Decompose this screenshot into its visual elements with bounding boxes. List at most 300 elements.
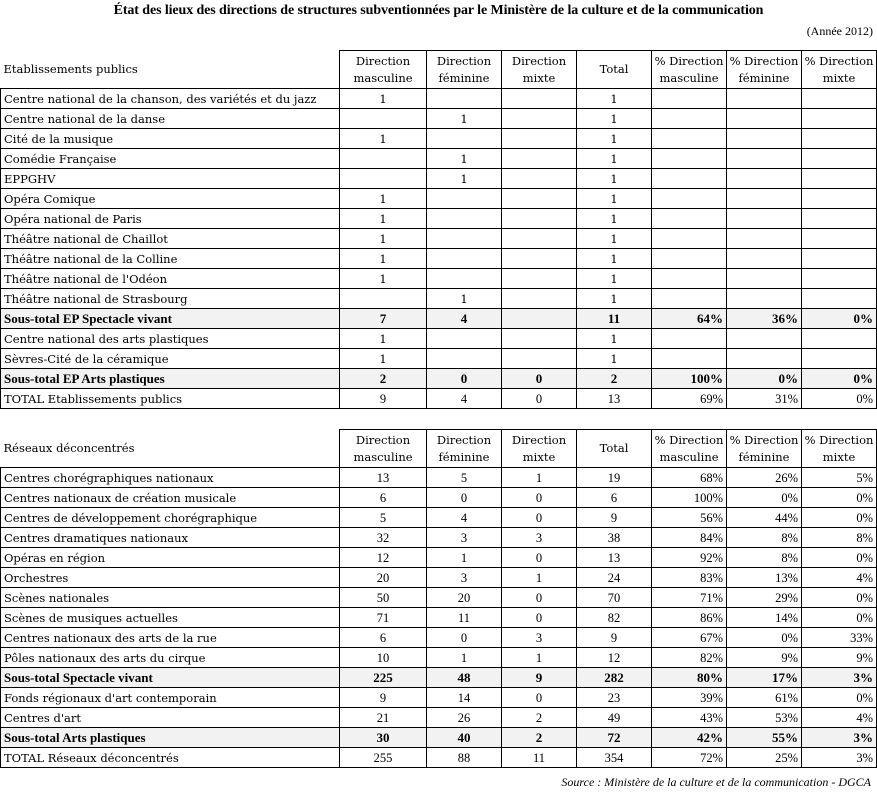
cell-total: 1: [577, 189, 652, 209]
cell-pct-mixte: 0%: [802, 508, 877, 528]
cell-total: 1: [577, 349, 652, 369]
cell-total: 9: [577, 508, 652, 528]
table-row: [1, 508, 877, 528]
column-header-line: mixte: [822, 70, 856, 85]
cell-direction-masculine: 13: [340, 468, 427, 488]
table-row: [1, 229, 877, 249]
cell-pct-feminine: [727, 129, 802, 149]
cell-direction-masculine: 1: [340, 249, 427, 269]
row-label: Théâtre national de Chaillot: [1, 229, 340, 249]
column-header-line: Direction: [436, 53, 492, 68]
cell-total: 11: [577, 309, 652, 329]
row-label: Sous-total EP Spectacle vivant: [1, 309, 340, 329]
cell-direction-mixte: 9: [502, 668, 577, 688]
table-row: [1, 149, 877, 169]
column-header-total: [577, 430, 652, 468]
row-label: Sous-total EP Arts plastiques: [1, 369, 340, 389]
cell-direction-masculine: 9: [340, 389, 427, 409]
table-row: [1, 329, 877, 349]
cell-pct-feminine: [727, 349, 802, 369]
row-label: Centre national de la danse: [1, 109, 340, 129]
cell-pct-mixte: [802, 349, 877, 369]
subtotal-row: [1, 369, 877, 389]
cell-pct-masculine: 100%: [652, 369, 727, 389]
cell-pct-masculine: 84%: [652, 528, 727, 548]
cell-direction-mixte: [502, 289, 577, 309]
row-label: Théâtre national de Strasbourg: [1, 289, 340, 309]
column-header-line: Total: [599, 441, 629, 455]
cell-pct-masculine: [652, 289, 727, 309]
cell-pct-mixte: 0%: [802, 369, 877, 389]
cell-pct-feminine: 31%: [727, 389, 802, 409]
cell-direction-feminine: [427, 89, 502, 109]
cell-direction-feminine: 3: [427, 568, 502, 588]
cell-total: 38: [577, 528, 652, 548]
cell-total: 49: [577, 708, 652, 728]
cell-direction-mixte: 0: [502, 508, 577, 528]
cell-direction-masculine: 7: [340, 309, 427, 329]
column-header-line: Direction: [511, 53, 567, 68]
cell-pct-mixte: 0%: [802, 309, 877, 329]
table-row: [1, 588, 877, 608]
cell-direction-masculine: 12: [340, 548, 427, 568]
cell-total: 72: [577, 728, 652, 748]
table-row: [1, 528, 877, 548]
cell-pct-masculine: 92%: [652, 548, 727, 568]
cell-direction-feminine: [427, 269, 502, 289]
cell-pct-mixte: [802, 129, 877, 149]
document-title: État des lieux des directions de structures subventionnées par le Ministère de la culture et de la communication: [113, 3, 764, 18]
row-label: Pôles nationaux des arts du cirque: [1, 648, 340, 668]
table-row: [1, 169, 877, 189]
table-reseaux-deconcentres: [0, 429, 877, 768]
cell-direction-mixte: [502, 329, 577, 349]
cell-direction-masculine: 5: [340, 508, 427, 528]
header-row: [1, 430, 877, 468]
row-label: Scènes nationales: [1, 588, 340, 608]
cell-direction-mixte: [502, 229, 577, 249]
column-header-pct-masculine: [652, 51, 727, 89]
cell-pct-masculine: 67%: [652, 628, 727, 648]
cell-direction-masculine: 20: [340, 568, 427, 588]
source-note: Source : Ministère de la culture et de la communication - DGCA: [561, 775, 871, 789]
cell-direction-mixte: 2: [502, 728, 577, 748]
row-label: Sous-total Spectacle vivant: [1, 668, 340, 688]
table-heading: Etablissements publics: [1, 51, 340, 89]
column-header-direction-feminine: [427, 51, 502, 89]
column-header-line: % Direction: [729, 53, 799, 68]
column-header-total: [577, 51, 652, 89]
cell-direction-feminine: 1: [427, 109, 502, 129]
column-header-line: Direction: [436, 432, 492, 447]
table-row: [1, 189, 877, 209]
cell-pct-masculine: 39%: [652, 688, 727, 708]
row-label: Centre national des arts plastiques: [1, 329, 340, 349]
cell-total: 1: [577, 289, 652, 309]
cell-pct-feminine: [727, 329, 802, 349]
table-row: [1, 468, 877, 488]
column-header-line: Direction: [355, 432, 411, 447]
cell-pct-masculine: 71%: [652, 588, 727, 608]
cell-pct-feminine: [727, 149, 802, 169]
cell-pct-masculine: [652, 209, 727, 229]
cell-pct-masculine: 86%: [652, 608, 727, 628]
table-row: [1, 109, 877, 129]
cell-total: 1: [577, 209, 652, 229]
column-header-line: féminine: [438, 70, 490, 85]
cell-pct-feminine: 14%: [727, 608, 802, 628]
cell-direction-feminine: 0: [427, 369, 502, 389]
cell-pct-feminine: 0%: [727, 369, 802, 389]
row-label: Centres de développement chorégraphique: [1, 508, 340, 528]
table-row: [1, 289, 877, 309]
header-row: [1, 51, 877, 89]
column-header-line: % Direction: [729, 432, 799, 447]
cell-direction-mixte: 11: [502, 748, 577, 768]
subtotal-row: [1, 668, 877, 688]
table-row: [1, 568, 877, 588]
column-header-pct-masculine: [652, 430, 727, 468]
cell-direction-feminine: 0: [427, 488, 502, 508]
row-label: Centres nationaux de création musicale: [1, 488, 340, 508]
column-header-line: % Direction: [654, 432, 724, 447]
column-header-line: Total: [599, 62, 629, 76]
cell-pct-masculine: [652, 189, 727, 209]
cell-pct-feminine: 53%: [727, 708, 802, 728]
cell-pct-feminine: 17%: [727, 668, 802, 688]
cell-pct-masculine: [652, 89, 727, 109]
cell-pct-masculine: 56%: [652, 508, 727, 528]
cell-direction-masculine: 32: [340, 528, 427, 548]
row-label: Centres chorégraphiques nationaux: [1, 468, 340, 488]
column-header-line: % Direction: [804, 53, 874, 68]
cell-pct-mixte: [802, 109, 877, 129]
cell-pct-masculine: [652, 249, 727, 269]
cell-pct-mixte: 0%: [802, 389, 877, 409]
row-label: Sèvres-Cité de la céramique: [1, 349, 340, 369]
row-label: TOTAL Réseaux déconcentrés: [1, 748, 340, 768]
cell-pct-masculine: [652, 169, 727, 189]
column-header-line: masculine: [353, 70, 413, 85]
cell-direction-feminine: 40: [427, 728, 502, 748]
cell-direction-feminine: 48: [427, 668, 502, 688]
cell-direction-feminine: 1: [427, 169, 502, 189]
cell-pct-masculine: 80%: [652, 668, 727, 688]
row-label: Opéra national de Paris: [1, 209, 340, 229]
cell-direction-feminine: [427, 129, 502, 149]
cell-direction-feminine: [427, 329, 502, 349]
column-header-line: % Direction: [654, 53, 724, 68]
cell-pct-feminine: 25%: [727, 748, 802, 768]
cell-pct-mixte: 0%: [802, 688, 877, 708]
cell-direction-masculine: 1: [340, 129, 427, 149]
cell-direction-feminine: 1: [427, 149, 502, 169]
row-label: Centres d'art: [1, 708, 340, 728]
cell-total: 1: [577, 169, 652, 189]
cell-direction-masculine: 50: [340, 588, 427, 608]
cell-pct-mixte: [802, 269, 877, 289]
cell-pct-masculine: 43%: [652, 708, 727, 728]
cell-pct-mixte: 0%: [802, 608, 877, 628]
cell-pct-feminine: [727, 209, 802, 229]
cell-direction-masculine: 225: [340, 668, 427, 688]
total-row: [1, 389, 877, 409]
cell-direction-feminine: [427, 349, 502, 369]
cell-total: 1: [577, 229, 652, 249]
cell-pct-masculine: [652, 109, 727, 129]
cell-total: 24: [577, 568, 652, 588]
table-row: [1, 269, 877, 289]
cell-pct-mixte: [802, 89, 877, 109]
cell-direction-mixte: [502, 349, 577, 369]
year-note: (Année 2012): [806, 24, 873, 38]
column-header-line: masculine: [659, 449, 719, 464]
row-label: Opéras en région: [1, 548, 340, 568]
cell-pct-masculine: 42%: [652, 728, 727, 748]
column-header-line: mixte: [522, 70, 556, 85]
cell-pct-feminine: [727, 169, 802, 189]
cell-total: 13: [577, 548, 652, 568]
cell-direction-masculine: 30: [340, 728, 427, 748]
cell-total: 19: [577, 468, 652, 488]
cell-direction-feminine: 4: [427, 309, 502, 329]
cell-direction-feminine: 26: [427, 708, 502, 728]
column-header-direction-mixte: [502, 430, 577, 468]
cell-direction-masculine: 1: [340, 209, 427, 229]
cell-pct-mixte: 4%: [802, 568, 877, 588]
cell-total: 9: [577, 628, 652, 648]
cell-pct-masculine: [652, 129, 727, 149]
cell-direction-mixte: 0: [502, 588, 577, 608]
cell-pct-mixte: 0%: [802, 548, 877, 568]
cell-direction-mixte: 3: [502, 628, 577, 648]
cell-direction-masculine: 1: [340, 89, 427, 109]
row-label: Théâtre national de la Colline: [1, 249, 340, 269]
cell-pct-feminine: 61%: [727, 688, 802, 708]
cell-direction-masculine: 1: [340, 229, 427, 249]
cell-direction-masculine: 1: [340, 269, 427, 289]
table-row: [1, 209, 877, 229]
cell-direction-feminine: 0: [427, 628, 502, 648]
cell-total: 1: [577, 109, 652, 129]
cell-pct-mixte: [802, 289, 877, 309]
table-row: [1, 129, 877, 149]
cell-pct-mixte: 0%: [802, 488, 877, 508]
cell-pct-mixte: [802, 189, 877, 209]
cell-pct-feminine: 0%: [727, 628, 802, 648]
cell-pct-masculine: 68%: [652, 468, 727, 488]
cell-total: 82: [577, 608, 652, 628]
table-etablissements-publics: [0, 50, 877, 409]
cell-pct-mixte: 3%: [802, 748, 877, 768]
row-label: Cité de la musique: [1, 129, 340, 149]
cell-direction-mixte: [502, 209, 577, 229]
column-header-line: masculine: [659, 70, 719, 85]
row-label: Opéra Comique: [1, 189, 340, 209]
table-row: [1, 89, 877, 109]
cell-direction-mixte: 1: [502, 568, 577, 588]
cell-direction-mixte: [502, 309, 577, 329]
cell-direction-feminine: 11: [427, 608, 502, 628]
row-label: Centres nationaux des arts de la rue: [1, 628, 340, 648]
cell-pct-mixte: [802, 169, 877, 189]
cell-total: 2: [577, 369, 652, 389]
cell-direction-mixte: [502, 269, 577, 289]
column-header-line: mixte: [522, 449, 556, 464]
column-header-direction-mixte: [502, 51, 577, 89]
cell-pct-mixte: 33%: [802, 628, 877, 648]
cell-direction-mixte: 1: [502, 468, 577, 488]
cell-total: 70: [577, 588, 652, 608]
cell-pct-feminine: 0%: [727, 488, 802, 508]
cell-direction-masculine: [340, 109, 427, 129]
cell-total: 354: [577, 748, 652, 768]
table-row: [1, 548, 877, 568]
cell-total: 23: [577, 688, 652, 708]
cell-total: 1: [577, 149, 652, 169]
cell-direction-masculine: 1: [340, 349, 427, 369]
table-heading: Réseaux déconcentrés: [1, 430, 340, 468]
cell-pct-feminine: [727, 249, 802, 269]
cell-total: 1: [577, 129, 652, 149]
column-header-pct-feminine: [727, 430, 802, 468]
cell-pct-masculine: 83%: [652, 568, 727, 588]
cell-direction-mixte: [502, 169, 577, 189]
cell-direction-mixte: [502, 149, 577, 169]
cell-pct-feminine: 8%: [727, 548, 802, 568]
cell-direction-masculine: 2: [340, 369, 427, 389]
cell-direction-feminine: 20: [427, 588, 502, 608]
cell-direction-masculine: 9: [340, 688, 427, 708]
row-label: Théâtre national de l'Odéon: [1, 269, 340, 289]
row-label: Centre national de la chanson, des variétés et du jazz: [1, 89, 340, 109]
cell-direction-masculine: 255: [340, 748, 427, 768]
row-label: Sous-total Arts plastiques: [1, 728, 340, 748]
cell-total: 1: [577, 249, 652, 269]
cell-pct-masculine: [652, 149, 727, 169]
cell-pct-feminine: 36%: [727, 309, 802, 329]
cell-direction-feminine: [427, 249, 502, 269]
cell-total: 12: [577, 648, 652, 668]
row-label: Comédie Française: [1, 149, 340, 169]
cell-pct-mixte: [802, 229, 877, 249]
column-header-pct-mixte: [802, 430, 877, 468]
cell-total: 13: [577, 389, 652, 409]
cell-pct-masculine: 82%: [652, 648, 727, 668]
subtotal-row: [1, 728, 877, 748]
row-label: Centres dramatiques nationaux: [1, 528, 340, 548]
column-header-direction-masculine: [340, 51, 427, 89]
cell-pct-feminine: 29%: [727, 588, 802, 608]
cell-pct-masculine: 72%: [652, 748, 727, 768]
column-header-line: % Direction: [804, 432, 874, 447]
cell-pct-mixte: 4%: [802, 708, 877, 728]
cell-pct-masculine: 100%: [652, 488, 727, 508]
cell-pct-feminine: 8%: [727, 528, 802, 548]
cell-pct-mixte: 3%: [802, 728, 877, 748]
cell-pct-mixte: 8%: [802, 528, 877, 548]
column-header-direction-masculine: [340, 430, 427, 468]
cell-direction-mixte: 2: [502, 708, 577, 728]
cell-direction-feminine: [427, 229, 502, 249]
cell-pct-feminine: [727, 289, 802, 309]
cell-pct-feminine: [727, 189, 802, 209]
cell-direction-feminine: 5: [427, 468, 502, 488]
cell-direction-masculine: 1: [340, 329, 427, 349]
cell-direction-masculine: 1: [340, 189, 427, 209]
cell-direction-feminine: [427, 189, 502, 209]
cell-pct-masculine: 64%: [652, 309, 727, 329]
cell-pct-feminine: 13%: [727, 568, 802, 588]
cell-direction-feminine: 3: [427, 528, 502, 548]
cell-direction-feminine: 88: [427, 748, 502, 768]
cell-pct-mixte: 9%: [802, 648, 877, 668]
cell-direction-mixte: [502, 249, 577, 269]
table-row: [1, 488, 877, 508]
cell-total: 282: [577, 668, 652, 688]
cell-pct-masculine: [652, 329, 727, 349]
cell-direction-mixte: 3: [502, 528, 577, 548]
cell-pct-feminine: 55%: [727, 728, 802, 748]
cell-pct-masculine: [652, 269, 727, 289]
cell-total: 1: [577, 269, 652, 289]
cell-pct-mixte: 5%: [802, 468, 877, 488]
column-header-line: mixte: [822, 449, 856, 464]
cell-direction-mixte: [502, 109, 577, 129]
column-header-line: féminine: [738, 449, 790, 464]
cell-direction-mixte: 0: [502, 369, 577, 389]
cell-pct-feminine: [727, 109, 802, 129]
row-label: EPPGHV: [1, 169, 340, 189]
cell-direction-mixte: 0: [502, 688, 577, 708]
row-label: Scènes de musiques actuelles: [1, 608, 340, 628]
table-row: [1, 688, 877, 708]
cell-direction-feminine: 1: [427, 548, 502, 568]
column-header-pct-feminine: [727, 51, 802, 89]
cell-direction-feminine: 4: [427, 508, 502, 528]
cell-total: 6: [577, 488, 652, 508]
cell-pct-mixte: [802, 329, 877, 349]
cell-direction-masculine: [340, 149, 427, 169]
cell-pct-mixte: 0%: [802, 588, 877, 608]
cell-pct-masculine: [652, 349, 727, 369]
table-row: [1, 648, 877, 668]
cell-direction-masculine: 6: [340, 628, 427, 648]
cell-total: 1: [577, 329, 652, 349]
table-row: [1, 608, 877, 628]
row-label: TOTAL Etablissements publics: [1, 389, 340, 409]
cell-direction-mixte: [502, 129, 577, 149]
column-header-pct-mixte: [802, 51, 877, 89]
cell-direction-feminine: 14: [427, 688, 502, 708]
cell-pct-masculine: [652, 229, 727, 249]
column-header-line: masculine: [353, 449, 413, 464]
cell-pct-masculine: 69%: [652, 389, 727, 409]
cell-pct-feminine: [727, 269, 802, 289]
table-row: [1, 349, 877, 369]
total-row: [1, 748, 877, 768]
cell-pct-mixte: [802, 209, 877, 229]
cell-direction-masculine: 6: [340, 488, 427, 508]
column-header-line: féminine: [438, 449, 490, 464]
cell-pct-mixte: [802, 149, 877, 169]
cell-pct-feminine: 9%: [727, 648, 802, 668]
cell-total: 1: [577, 89, 652, 109]
cell-direction-feminine: 1: [427, 289, 502, 309]
row-label: Orchestres: [1, 568, 340, 588]
cell-direction-mixte: [502, 89, 577, 109]
column-header-line: féminine: [738, 70, 790, 85]
